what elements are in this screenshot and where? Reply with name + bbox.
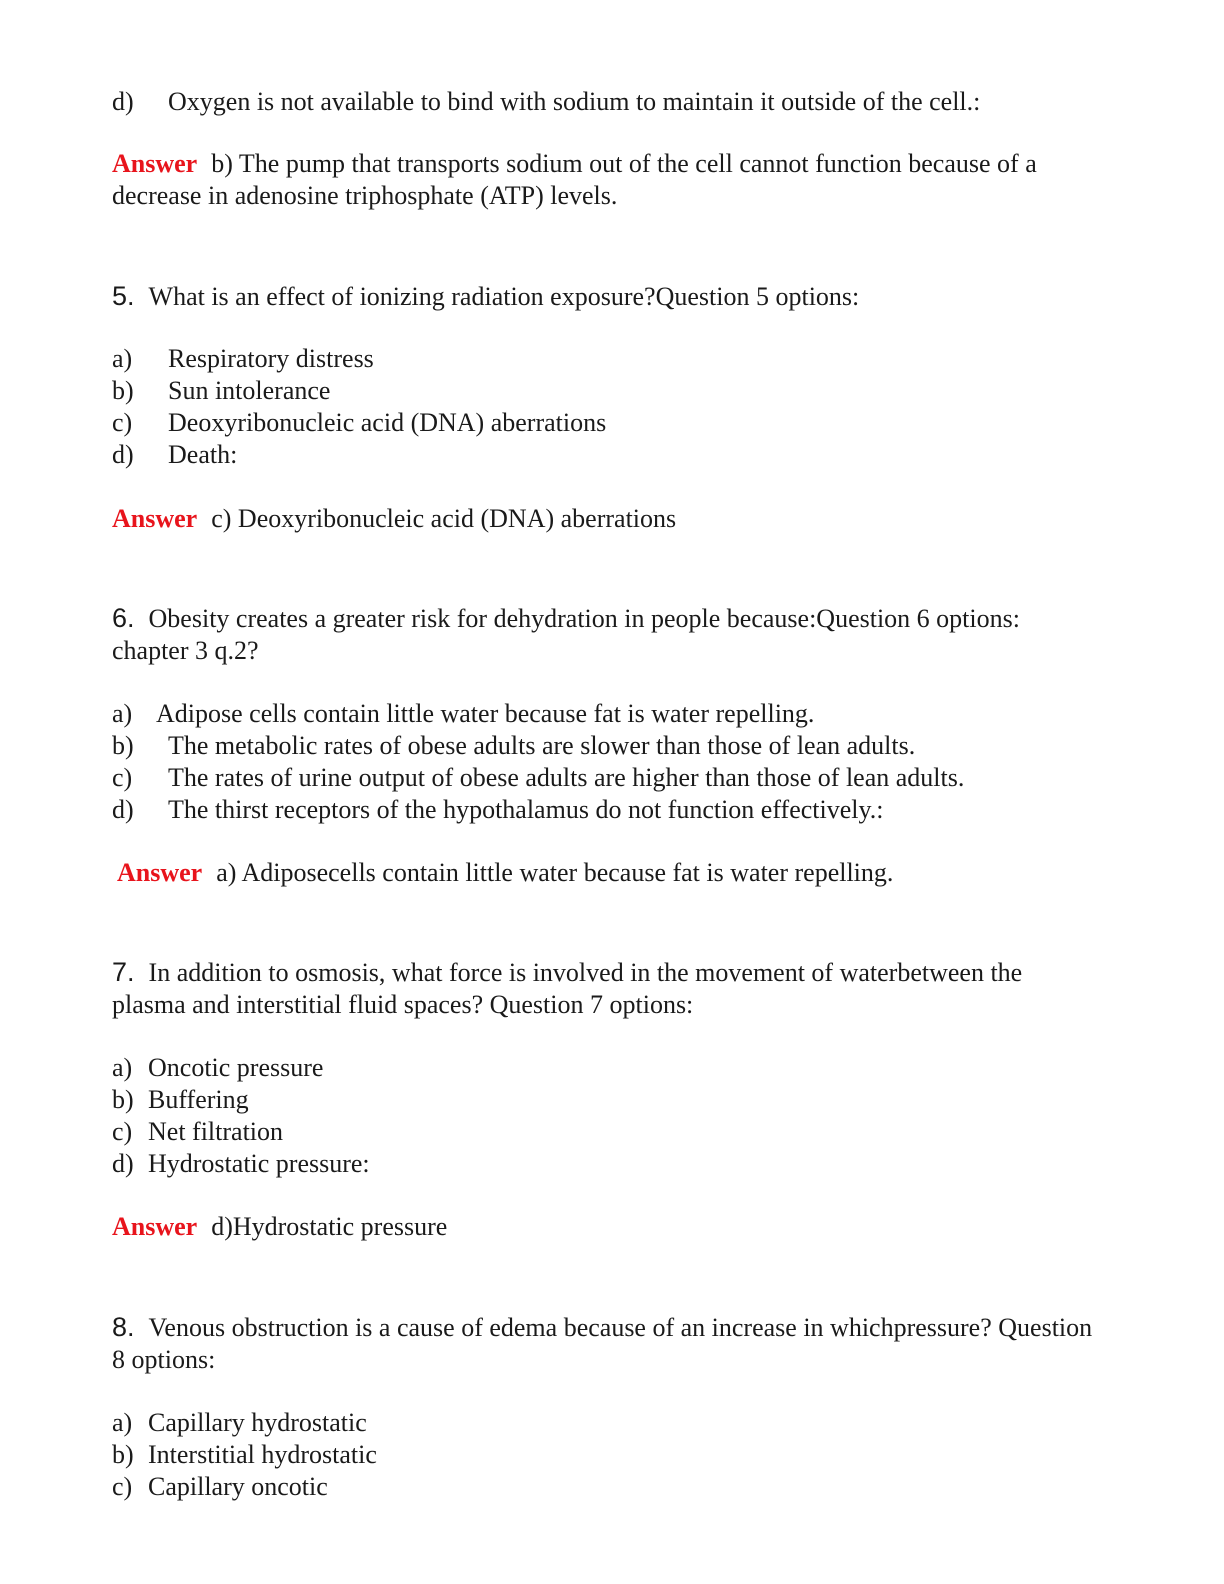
question-text: Venous obstruction is a cause of edema because of an increase in whichpressure? Question 8 options: bbox=[112, 1313, 1093, 1374]
option-text: The metabolic rates of obese adults are slower than those of lean adults. bbox=[168, 731, 916, 760]
option-row bbox=[112, 762, 1112, 794]
option-text: The thirst receptors of the hypothalamus do not function effectively.: bbox=[168, 795, 884, 824]
answer-text: c) Deoxyribonucleic acid (DNA) aberrations bbox=[211, 504, 677, 533]
question-text: What is an effect of ionizing radiation exposure?Question 5 options: bbox=[148, 282, 860, 311]
question-8-options bbox=[112, 1407, 1112, 1503]
question-number: 6. bbox=[112, 603, 135, 633]
option-letter: a) bbox=[112, 1053, 133, 1082]
option-row bbox=[112, 407, 1112, 439]
option-row bbox=[112, 343, 1112, 375]
prev-question-options bbox=[112, 86, 1112, 118]
option-letter: b) bbox=[112, 731, 134, 760]
option-text: Hydrostatic pressure: bbox=[148, 1149, 370, 1178]
option-letter: d) bbox=[112, 87, 134, 116]
question-6-answer bbox=[117, 857, 1117, 889]
option-letter: d) bbox=[112, 795, 134, 824]
option-text: Adipose cells contain little water because fat is water repelling. bbox=[156, 699, 815, 728]
option-letter: a) bbox=[112, 1408, 133, 1437]
option-letter: b) bbox=[112, 1085, 134, 1114]
question-7-prompt bbox=[112, 956, 1102, 1021]
answer-label: Answer bbox=[112, 149, 198, 178]
option-letter: d) bbox=[112, 1149, 134, 1178]
question-8-prompt bbox=[112, 1311, 1102, 1376]
question-5-options bbox=[112, 343, 1112, 471]
option-text: Sun intolerance bbox=[168, 376, 331, 405]
option-text: Interstitial hydrostatic bbox=[148, 1440, 377, 1469]
option-letter: c) bbox=[112, 408, 133, 437]
option-row bbox=[112, 86, 1112, 118]
option-row bbox=[112, 439, 1112, 471]
option-row bbox=[112, 730, 1112, 762]
question-text: Obesity creates a greater risk for dehydration in people because:Question 6 options: chapter 3 q.2? bbox=[112, 604, 1020, 665]
option-row bbox=[112, 1084, 1112, 1116]
option-letter: b) bbox=[112, 1440, 134, 1469]
question-6-prompt bbox=[112, 602, 1102, 667]
question-text: In addition to osmosis, what force is involved in the movement of waterbetween the plasma and interstitial fluid spaces? Question 7 options: bbox=[112, 958, 1023, 1019]
option-letter: a) bbox=[112, 699, 133, 728]
answer-text: d)Hydrostatic pressure bbox=[211, 1212, 448, 1241]
option-text: Death: bbox=[168, 440, 238, 469]
option-text: Deoxyribonucleic acid (DNA) aberrations bbox=[168, 408, 607, 437]
option-row bbox=[112, 1471, 1112, 1503]
answer-label: Answer bbox=[112, 1212, 198, 1241]
question-7-answer bbox=[112, 1211, 1112, 1243]
question-number: 5. bbox=[112, 281, 135, 311]
answer-text: a) Adiposecells contain little water because fat is water repelling. bbox=[216, 858, 894, 887]
option-text: Net filtration bbox=[148, 1117, 284, 1146]
option-letter: a) bbox=[112, 344, 133, 373]
option-row bbox=[112, 1439, 1112, 1471]
option-letter: d) bbox=[112, 440, 134, 469]
prev-answer bbox=[112, 148, 1112, 212]
option-text: Buffering bbox=[148, 1085, 249, 1114]
question-6-options bbox=[112, 698, 1112, 826]
answer-label: Answer bbox=[112, 504, 198, 533]
option-text: Respiratory distress bbox=[168, 344, 374, 373]
option-row bbox=[112, 1407, 1112, 1439]
answer-text: b) The pump that transports sodium out of the cell cannot function because of a decrease in adenosine triphosphate (ATP) levels. bbox=[112, 149, 1037, 210]
option-text: Oxygen is not available to bind with sodium to maintain it outside of the cell.: bbox=[168, 87, 981, 116]
option-text: Capillary hydrostatic bbox=[148, 1408, 367, 1437]
option-row bbox=[112, 1116, 1112, 1148]
question-5-answer bbox=[112, 503, 1112, 535]
option-letter: c) bbox=[112, 1472, 133, 1501]
question-5-prompt bbox=[112, 280, 1112, 313]
option-row bbox=[112, 1148, 1112, 1180]
option-letter: b) bbox=[112, 376, 134, 405]
option-text: Oncotic pressure bbox=[148, 1053, 324, 1082]
option-row bbox=[112, 375, 1112, 407]
option-letter: c) bbox=[112, 1117, 133, 1146]
option-row bbox=[112, 794, 1112, 826]
option-text: Capillary oncotic bbox=[148, 1472, 328, 1501]
question-number: 8. bbox=[112, 1312, 135, 1342]
option-text: The rates of urine output of obese adults are higher than those of lean adults. bbox=[168, 763, 965, 792]
option-row bbox=[112, 1052, 1112, 1084]
question-number: 7. bbox=[112, 957, 135, 987]
option-letter: c) bbox=[112, 763, 133, 792]
question-7-options bbox=[112, 1052, 1112, 1180]
answer-label: Answer bbox=[117, 858, 203, 887]
option-row bbox=[112, 698, 1112, 730]
